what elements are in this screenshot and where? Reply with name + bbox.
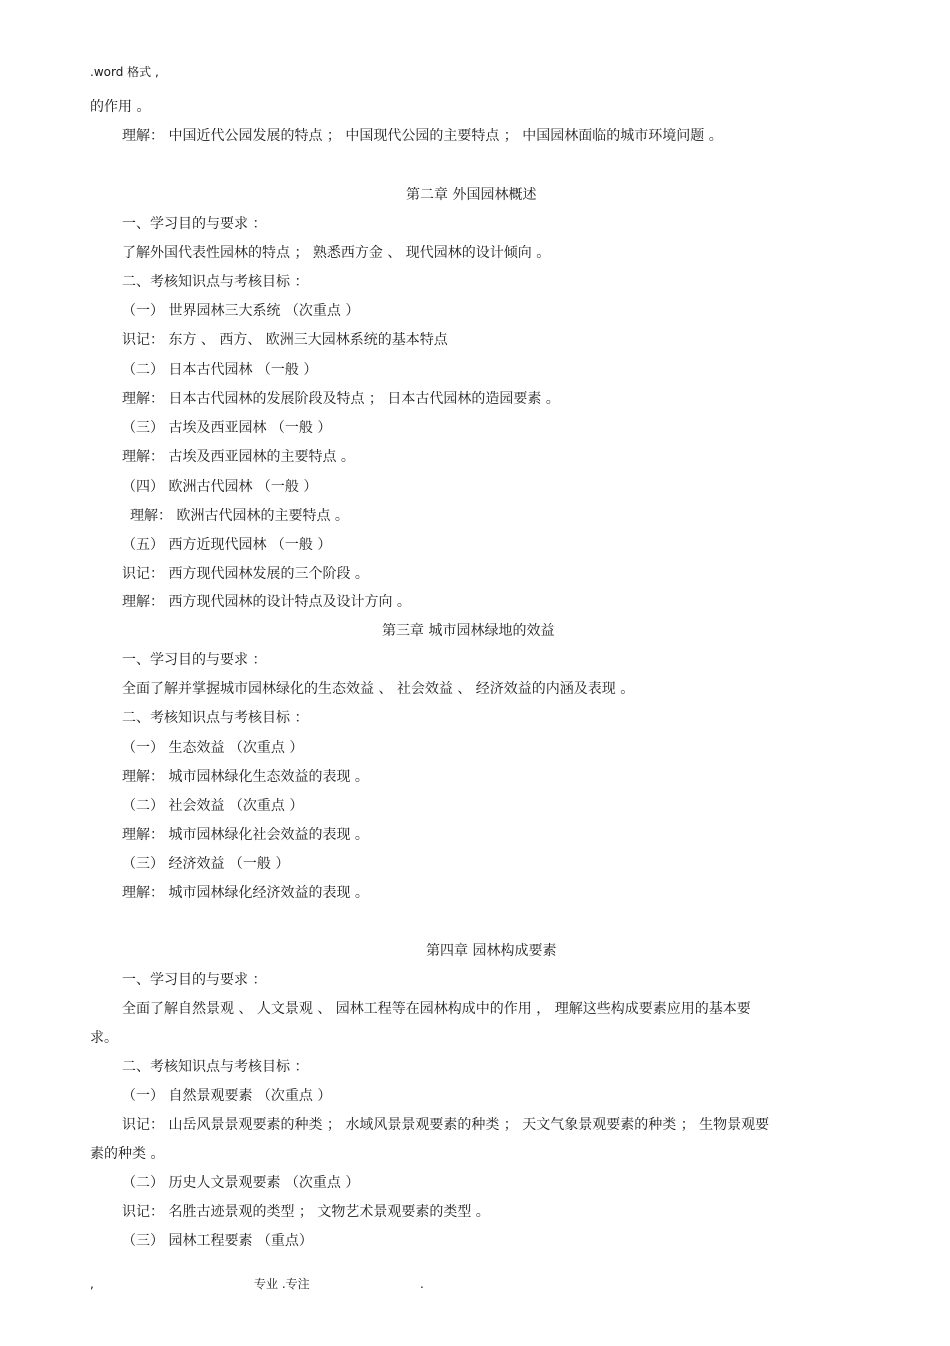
text-line: 二、考核知识点与考核目标 ：	[122, 274, 309, 290]
text-line: （一） 世界园林三大系统 （次重点 ）	[122, 303, 360, 319]
text-line: （三） 古埃及西亚园林 （一般 ）	[122, 420, 332, 436]
text-line: 了解外国代表性园林的特点 ； 熟悉西方金 、 现代园林的设计倾向 。	[122, 245, 551, 261]
text-line: 一、学习目的与要求 ：	[122, 972, 267, 988]
text-line: 理解： 中国近代公园发展的特点 ； 中国现代公园的主要特点 ； 中国园林面临的城市环境问题 。	[122, 128, 723, 144]
text-line: 理解： 西方现代园林的设计特点及设计方向 。	[122, 594, 411, 610]
text-line: 全面了解并掌握城市园林绿化的生态效益 、 社会效益 、 经济效益的内涵及表现 。	[122, 681, 635, 697]
text-line: 理解： 城市园林绿化社会效益的表现 。	[122, 827, 369, 843]
text-line: （四） 欧洲古代园林 （一般 ）	[122, 479, 318, 495]
footer-center: 专业 .专注	[254, 1277, 310, 1291]
page-header: .word 格式 ,	[90, 65, 159, 79]
chapter-heading: 第四章 园林构成要素	[426, 943, 557, 959]
text-line: 识记： 西方现代园林发展的三个阶段 。	[122, 566, 369, 582]
footer-right: .	[420, 1277, 424, 1291]
text-line: 素的种类 。	[90, 1146, 165, 1162]
text-line: 全面了解自然景观 、 人文景观 、 园林工程等在园林构成中的作用 ， 理解这些构成要素应用的基本要	[122, 1001, 751, 1017]
chapter-heading: 第二章 外国园林概述	[406, 187, 537, 203]
text-line: 一、学习目的与要求 ：	[122, 652, 267, 668]
text-line: 一、学习目的与要求 ：	[122, 216, 267, 232]
text-line: 二、考核知识点与考核目标 ：	[122, 1059, 309, 1075]
text-line: 识记： 山岳风景景观要素的种类 ； 水域风景景观要素的种类 ； 天文气象景观要素的种类 ； 生物景观要	[122, 1117, 770, 1133]
text-line: 求。	[90, 1030, 118, 1046]
text-line: （三） 园林工程要素 （重点）	[122, 1233, 313, 1249]
text-line: （二） 社会效益 （次重点 ）	[122, 798, 304, 814]
text-line: 的作用 。	[90, 99, 151, 115]
text-line: （五） 西方近现代园林 （一般 ）	[122, 537, 332, 553]
text-line: （三） 经济效益 （一般 ）	[122, 856, 290, 872]
text-line: （一） 自然景观要素 （次重点 ）	[122, 1088, 332, 1104]
text-line: 二、考核知识点与考核目标 ：	[122, 710, 309, 726]
text-line: 识记： 名胜古迹景观的类型 ； 文物艺术景观要素的类型 。	[122, 1204, 490, 1220]
text-line: 理解： 古埃及西亚园林的主要特点 。	[122, 449, 355, 465]
text-line: 识记： 东方 、 西方、 欧洲三大园林系统的基本特点	[122, 332, 448, 348]
text-line: 理解： 日本古代园林的发展阶段及特点 ； 日本古代园林的造园要素 。	[122, 391, 560, 407]
text-line: 理解： 城市园林绿化生态效益的表现 。	[122, 769, 369, 785]
chapter-heading: 第三章 城市园林绿地的效益	[382, 623, 555, 639]
text-line: 理解： 城市园林绿化经济效益的表现 。	[122, 885, 369, 901]
text-line: 理解： 欧洲古代园林的主要特点 。	[130, 508, 349, 524]
footer-left: ,	[90, 1277, 94, 1291]
text-line: （二） 日本古代园林 （一般 ）	[122, 362, 318, 378]
text-line: （二） 历史人文景观要素 （次重点 ）	[122, 1175, 360, 1191]
text-line: （一） 生态效益 （次重点 ）	[122, 740, 304, 756]
